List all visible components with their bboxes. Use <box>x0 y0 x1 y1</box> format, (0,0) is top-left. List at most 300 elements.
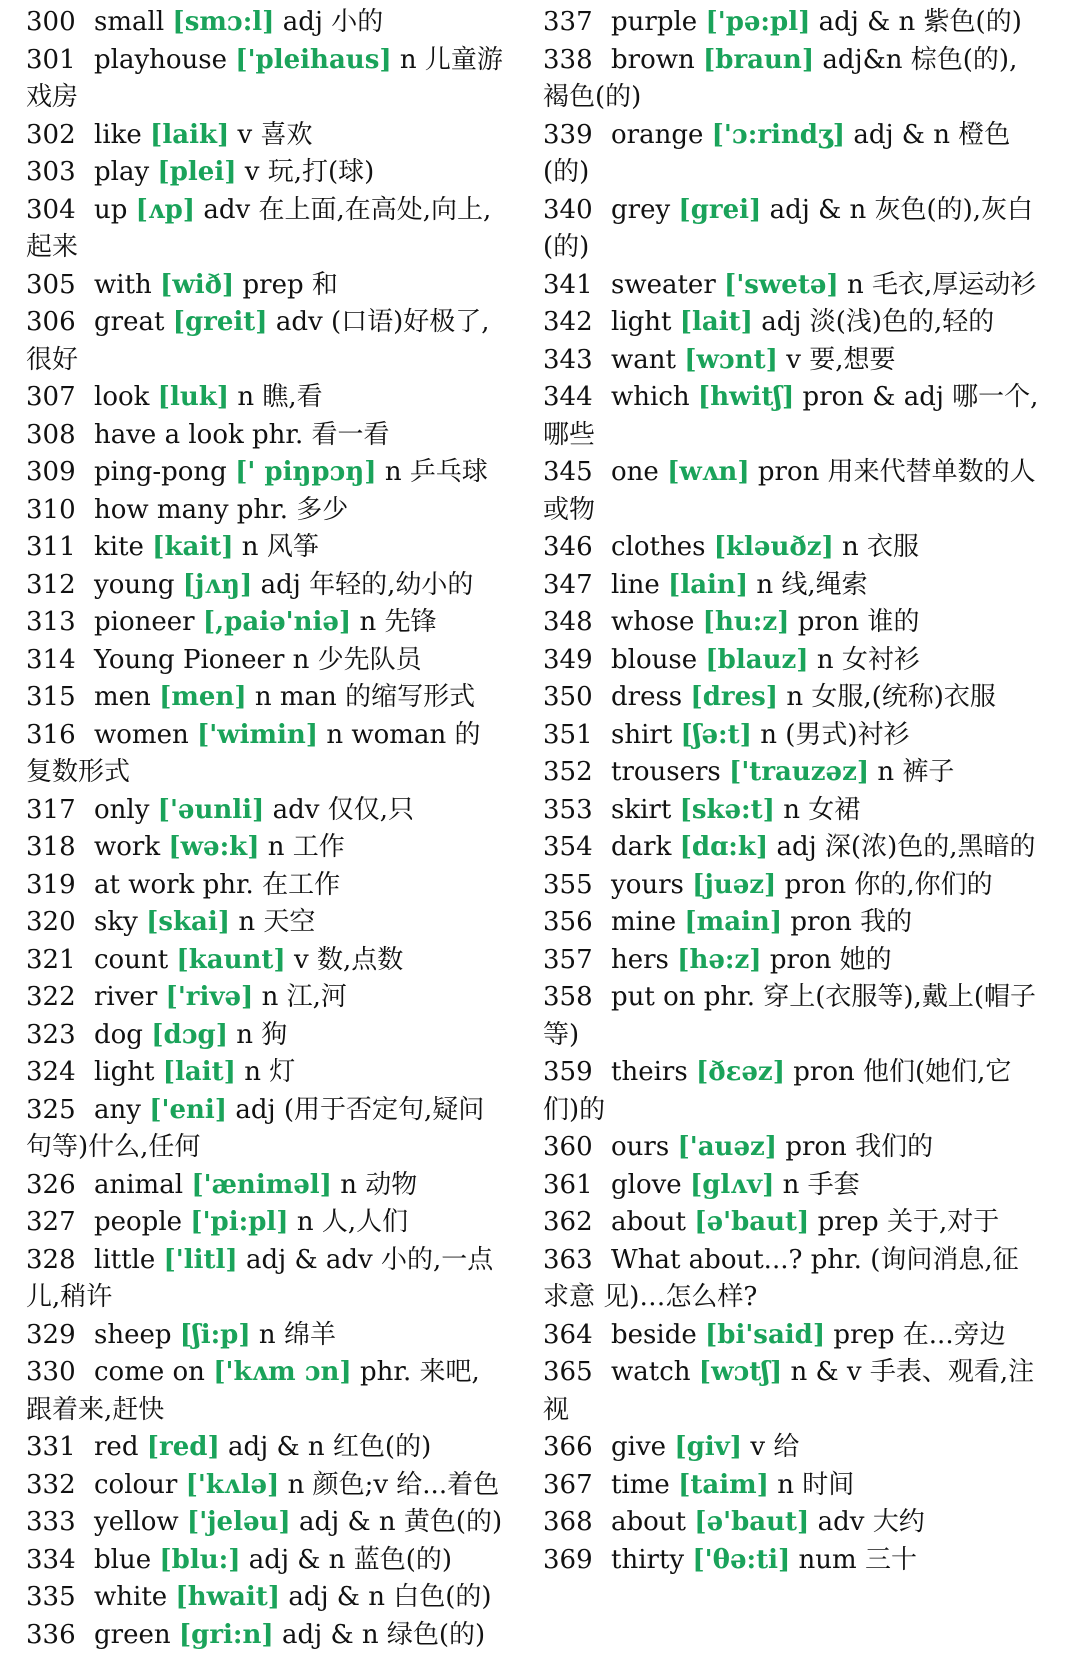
entry-phonetic: [' piŋpɔŋ] <box>235 457 377 487</box>
vocab-entry <box>26 267 504 305</box>
vocab-entry <box>543 792 1043 830</box>
entry-number: 349 <box>543 644 593 675</box>
entry-word: red <box>94 1432 139 1462</box>
entry-number: 310 <box>26 494 76 525</box>
entry-part-of-speech: n <box>287 1469 305 1500</box>
entry-part-of-speech: phr. <box>360 1357 412 1387</box>
entry-definition: 要,想要 <box>809 344 896 375</box>
entry-word: shirt <box>611 719 673 750</box>
entry-part-of-speech: n <box>296 1207 314 1237</box>
entry-definition: 先锋 <box>384 607 437 637</box>
entry-number: 339 <box>543 119 593 150</box>
entry-number: 344 <box>543 382 593 412</box>
entry-definition: (男式)衬衫 <box>785 719 910 750</box>
vocab-entry <box>26 679 504 717</box>
vocab-entry <box>543 1242 1043 1317</box>
entry-phonetic: [luk] <box>157 382 230 412</box>
entry-number: 302 <box>26 119 76 150</box>
vocab-entry <box>26 1617 504 1655</box>
entry-phonetic: ['pə:pl] <box>705 7 811 37</box>
entry-number: 341 <box>543 269 593 300</box>
entry-word: sky <box>94 907 138 937</box>
entry-phonetic: ['kʌlə] <box>185 1469 280 1500</box>
vocab-entry <box>26 1317 504 1355</box>
vocab-entry <box>26 42 504 117</box>
entry-part-of-speech: n <box>842 532 859 562</box>
entry-part-of-speech: n <box>877 757 895 787</box>
entry-definition: 小的 <box>331 7 384 37</box>
entry-word: young <box>94 569 175 600</box>
entry-number: 307 <box>26 382 76 412</box>
entry-phonetic: ['litl] <box>163 1244 238 1275</box>
entry-part-of-speech: pron <box>784 869 847 900</box>
entry-word: yellow <box>94 1507 179 1537</box>
entry-definition: 给 <box>773 1432 800 1462</box>
entry-number: 304 <box>26 194 76 225</box>
entry-definition: 谁的 <box>867 607 920 637</box>
entry-number: 362 <box>543 1207 593 1237</box>
entry-word: pioneer <box>94 607 195 637</box>
entry-definition: 人,人们 <box>321 1207 409 1237</box>
entry-phonetic: ['swetə] <box>724 269 839 300</box>
entry-definition: 小的,一点儿,稍许 <box>26 1244 494 1312</box>
entry-number: 358 <box>543 982 593 1012</box>
entry-part-of-speech: n <box>760 719 777 750</box>
entry-number: 318 <box>26 832 76 862</box>
entry-number: 366 <box>543 1432 593 1462</box>
entry-part-of-speech: phr. <box>202 869 254 900</box>
entry-phonetic: [greit] <box>172 307 268 337</box>
entry-word: only <box>94 794 150 825</box>
vocab-entry <box>26 942 504 980</box>
entry-phonetic: [skai] <box>146 907 231 937</box>
vocab-entry <box>543 117 1043 192</box>
entry-number: 300 <box>26 7 76 37</box>
entry-definition: 毛衣,厚运动衫 <box>871 269 1037 300</box>
entry-word: theirs <box>611 1057 688 1087</box>
entry-number: 351 <box>543 719 593 750</box>
entry-word: up <box>94 194 128 225</box>
entry-part-of-speech: n <box>292 644 310 675</box>
vocab-entry <box>543 42 1043 117</box>
entry-number: 328 <box>26 1244 76 1275</box>
entry-definition: 绿色(的) <box>386 1619 486 1650</box>
entry-part-of-speech: adj <box>776 832 817 862</box>
entry-definition: 橙色(的) <box>543 119 1011 187</box>
entry-phonetic: [skə:t] <box>679 794 775 825</box>
entry-phonetic: [ə'baut] <box>694 1207 810 1237</box>
entry-part-of-speech: phr. <box>810 1244 862 1275</box>
entry-phonetic: [hə:z] <box>677 944 762 975</box>
entry-definition: 工作 <box>292 832 345 862</box>
vocab-entry <box>26 792 504 830</box>
entry-definition: 颜色;v 给...着色 <box>312 1469 500 1500</box>
entry-word: ping-pong <box>94 457 227 487</box>
entry-definition: 手表、观看,注视 <box>543 1357 1035 1425</box>
entry-definition: 大约 <box>872 1507 925 1537</box>
entry-word: people <box>94 1207 183 1237</box>
entry-part-of-speech: v <box>244 157 260 187</box>
entry-definition: 哪一个,哪些 <box>543 382 1039 450</box>
entry-part-of-speech: num <box>798 1544 857 1575</box>
vocab-entry <box>26 304 504 379</box>
entry-number: 345 <box>543 457 593 487</box>
vocab-entry <box>543 192 1043 267</box>
entry-definition: 在...旁边 <box>902 1319 1006 1350</box>
entry-part-of-speech: adv <box>817 1507 865 1537</box>
entry-number: 319 <box>26 869 76 900</box>
vocab-entry <box>26 192 504 267</box>
entry-definition: 衣服 <box>867 532 920 562</box>
entry-word: want <box>611 344 676 375</box>
entry-number: 369 <box>543 1544 593 1575</box>
vocab-entry <box>26 1542 504 1580</box>
vocab-entry <box>26 717 504 792</box>
entry-word: brown <box>611 44 695 75</box>
entry-word: grey <box>611 194 671 225</box>
entry-word: blouse <box>611 644 698 675</box>
entry-number: 321 <box>26 944 76 975</box>
entry-phonetic: [smɔ:l] <box>172 7 275 37</box>
vocab-entry <box>26 642 504 680</box>
entry-word: whose <box>611 607 695 637</box>
entry-phonetic: ['θə:ti] <box>692 1544 791 1575</box>
entry-phonetic: [lait] <box>679 307 753 337</box>
entry-word: any <box>94 1094 141 1125</box>
entry-word: come on <box>94 1357 205 1387</box>
entry-phonetic: [main] <box>684 907 783 937</box>
entry-phonetic: ['wimin] <box>196 719 319 750</box>
entry-part-of-speech: n <box>237 382 255 412</box>
vocab-entry <box>543 454 1043 529</box>
entry-number: 340 <box>543 194 593 225</box>
entry-part-of-speech: n <box>258 1319 276 1350</box>
entry-word: give <box>611 1432 667 1462</box>
vocab-entry <box>543 867 1043 905</box>
vocab-entry <box>26 154 504 192</box>
entry-phonetic: ['rivə] <box>165 982 254 1012</box>
vocab-entry <box>543 1467 1043 1505</box>
entry-number: 325 <box>26 1094 76 1125</box>
entry-phonetic: [juəz] <box>692 869 777 900</box>
entry-number: 311 <box>26 532 76 562</box>
entry-definition: 乒乓球 <box>409 457 488 487</box>
right-column <box>543 4 1043 1579</box>
entry-part-of-speech: prep <box>242 269 304 300</box>
entry-part-of-speech: n <box>846 269 864 300</box>
entry-number: 320 <box>26 907 76 937</box>
vocab-entry <box>543 717 1043 755</box>
entry-phonetic: [kləuðz] <box>713 532 834 562</box>
vocab-entry <box>543 1429 1043 1467</box>
entry-part-of-speech: v <box>786 344 801 375</box>
entry-word: sheep <box>94 1319 172 1350</box>
entry-word: dark <box>611 832 672 862</box>
entry-number: 347 <box>543 569 593 600</box>
entry-definition: 穿上(衣服等),戴上(帽子等) <box>543 982 1036 1050</box>
entry-definition: 看一看 <box>311 419 390 450</box>
entry-word: yours <box>611 869 684 900</box>
entry-definition: 女衬衫 <box>841 644 920 675</box>
vocab-entry <box>543 1054 1043 1129</box>
entry-word: put on <box>611 982 696 1012</box>
vocab-entry <box>26 904 504 942</box>
entry-part-of-speech: adj <box>235 1094 276 1125</box>
entry-number: 334 <box>26 1544 76 1575</box>
entry-definition: 你的,你们的 <box>854 869 993 900</box>
entry-definition: 蓝色(的) <box>353 1544 452 1575</box>
entry-part-of-speech: v <box>293 944 309 975</box>
entry-number: 361 <box>543 1169 593 1200</box>
entry-definition: 淡(浅)色的,轻的 <box>809 307 995 337</box>
entry-definition: 和 <box>311 269 338 300</box>
entry-word: men <box>94 682 151 712</box>
entry-definition: (口语)好极了,很好 <box>26 307 490 375</box>
vocab-entry <box>26 529 504 567</box>
entry-number: 327 <box>26 1207 76 1237</box>
entry-number: 336 <box>26 1619 76 1650</box>
vocab-entry <box>26 1467 504 1505</box>
entry-word: ours <box>611 1132 670 1162</box>
entry-word: with <box>94 269 152 300</box>
entry-phonetic: [men] <box>159 682 247 712</box>
entry-part-of-speech: pron <box>757 457 820 487</box>
entry-number: 317 <box>26 794 76 825</box>
entry-phonetic: [laik] <box>150 119 230 150</box>
vocab-entry <box>543 679 1043 717</box>
entry-word: small <box>94 7 165 37</box>
entry-number: 305 <box>26 269 76 300</box>
entry-word: dress <box>611 682 683 712</box>
entry-word: sweater <box>611 269 716 300</box>
entry-part-of-speech: adj & n <box>769 194 867 225</box>
entry-phonetic: [kait] <box>152 532 234 562</box>
entry-part-of-speech: phr. <box>236 494 289 525</box>
entry-number: 343 <box>543 344 593 375</box>
vocab-entry <box>26 492 504 530</box>
entry-part-of-speech: n <box>326 719 344 750</box>
entry-number: 326 <box>26 1169 76 1200</box>
entry-number: 323 <box>26 1019 76 1050</box>
entry-word: What about...? <box>611 1244 803 1275</box>
entry-word: watch <box>611 1357 691 1387</box>
entry-part-of-speech: v <box>237 119 253 150</box>
entry-number: 337 <box>543 7 593 37</box>
entry-definition: 仅仅,只 <box>327 794 414 825</box>
entry-number: 346 <box>543 532 593 562</box>
entry-definition: 动物 <box>365 1169 418 1200</box>
entry-part-of-speech: n <box>267 832 285 862</box>
entry-number: 367 <box>543 1469 593 1500</box>
entry-number: 355 <box>543 869 593 900</box>
entry-word: skirt <box>611 794 672 825</box>
entry-definition: 黄色(的) <box>403 1507 503 1537</box>
entry-part-of-speech: n & v <box>790 1357 862 1387</box>
vocab-entry <box>26 117 504 155</box>
entry-phonetic: [kaunt] <box>176 944 286 975</box>
entry-number: 359 <box>543 1057 593 1087</box>
entry-phonetic: [ʃi:p] <box>179 1319 251 1350</box>
entry-definition: (询问消息,征求意 见)…怎么样? <box>543 1244 1019 1312</box>
entry-definition: 三十 <box>864 1544 917 1575</box>
entry-phonetic: [wɔnt] <box>684 344 778 375</box>
vocab-entry <box>543 642 1043 680</box>
entry-word: thirty <box>611 1544 685 1575</box>
entry-definition: 瞧,看 <box>262 382 323 412</box>
vocab-entry <box>26 1204 504 1242</box>
entry-word: time <box>611 1469 670 1500</box>
entry-part-of-speech: n <box>399 44 417 75</box>
entry-part-of-speech: adj & n <box>288 1582 385 1612</box>
entry-word: work <box>94 832 161 862</box>
entry-definition: 来吧,跟着来,赶快 <box>26 1357 480 1425</box>
entry-number: 329 <box>26 1319 76 1350</box>
entry-phonetic: ['æniməl] <box>191 1169 332 1200</box>
entry-part-of-speech: adj & n <box>248 1544 346 1575</box>
entry-word: light <box>611 307 672 337</box>
entry-definition: 数,点数 <box>316 944 404 975</box>
entry-part-of-speech: pron <box>785 1132 847 1162</box>
entry-number: 357 <box>543 944 593 975</box>
entry-number: 303 <box>26 157 76 187</box>
entry-word: green <box>94 1619 171 1650</box>
entry-phonetic: [dres] <box>690 682 779 712</box>
entry-part-of-speech: adv <box>272 794 320 825</box>
entry-part-of-speech: n <box>756 569 774 600</box>
vocab-entry <box>26 979 504 1017</box>
entry-definition: 天空 <box>263 907 316 937</box>
vocab-entry <box>543 942 1043 980</box>
entry-part-of-speech: prep <box>817 1207 879 1237</box>
entry-definition: 风筝 <box>266 532 319 562</box>
entry-number: 348 <box>543 607 593 637</box>
entry-part-of-speech: v <box>750 1432 766 1462</box>
entry-word: purple <box>611 7 698 37</box>
entry-word: little <box>94 1244 156 1275</box>
entry-number: 356 <box>543 907 593 937</box>
vocab-entry <box>543 304 1043 342</box>
entry-definition: 手套 <box>807 1169 860 1200</box>
entry-phonetic: [lait] <box>162 1057 236 1087</box>
entry-phonetic: [hwait] <box>175 1582 281 1612</box>
entry-word: clothes <box>611 532 706 562</box>
vocab-entry <box>543 267 1043 305</box>
entry-definition: 年轻的,幼小的 <box>309 569 474 600</box>
entry-number: 315 <box>26 682 76 712</box>
vocab-entry <box>543 979 1043 1054</box>
entry-word: which <box>611 382 690 412</box>
entry-part-of-speech: n <box>783 794 800 825</box>
entry-phonetic: [gri:n] <box>178 1619 274 1650</box>
entry-number: 316 <box>26 719 76 750</box>
entry-part-of-speech: pron & adj <box>802 382 944 412</box>
entry-phonetic: [glʌv] <box>689 1169 775 1200</box>
entry-definition: 少先队员 <box>317 644 422 675</box>
vocab-entry <box>543 1204 1043 1242</box>
entry-definition: 裤子 <box>902 757 955 787</box>
entry-word: about <box>611 1507 686 1537</box>
entry-definition: woman 的复数形式 <box>26 719 481 787</box>
entry-word: beside <box>611 1319 697 1350</box>
entry-number: 314 <box>26 644 76 675</box>
entry-phonetic: [bi'said] <box>704 1319 826 1350</box>
entry-phonetic: ['pi:pl] <box>190 1207 289 1237</box>
vocab-entry <box>26 417 504 455</box>
entry-part-of-speech: pron <box>790 907 852 937</box>
entry-number: 333 <box>26 1507 76 1537</box>
entry-word: count <box>94 944 169 975</box>
entry-phonetic: [red] <box>146 1432 220 1462</box>
entry-word: one <box>611 457 659 487</box>
entry-part-of-speech: adj & n <box>228 1432 325 1462</box>
entry-part-of-speech: pron <box>797 607 860 637</box>
entry-phonetic: [wʌn] <box>667 457 750 487</box>
entry-number: 309 <box>26 457 76 487</box>
vocab-entry <box>543 379 1043 454</box>
entry-phonetic: [grei] <box>678 194 762 225</box>
entry-phonetic: [ðɛəz] <box>695 1057 785 1087</box>
entry-part-of-speech: n <box>816 644 834 675</box>
vocab-entry <box>543 1167 1043 1205</box>
entry-word: blue <box>94 1544 152 1575</box>
entry-definition: 我的 <box>860 907 913 937</box>
entry-part-of-speech: n <box>777 1469 794 1500</box>
entry-word: colour <box>94 1469 178 1500</box>
entry-phonetic: [lain] <box>668 569 749 600</box>
entry-number: 350 <box>543 682 593 712</box>
vocab-entry <box>543 342 1043 380</box>
entry-word: light <box>94 1057 155 1087</box>
entry-definition: 玩,打(球) <box>267 157 375 187</box>
vocab-entry <box>26 604 504 642</box>
entry-number: 342 <box>543 307 593 337</box>
entry-phonetic: ['eni] <box>149 1094 228 1125</box>
vocab-entry <box>26 379 504 417</box>
vocab-entry <box>26 454 504 492</box>
entry-part-of-speech: n <box>782 1169 800 1200</box>
entry-part-of-speech: adj <box>260 569 301 600</box>
entry-number: 322 <box>26 982 76 1012</box>
entry-word: white <box>94 1582 168 1612</box>
entry-word: Young Pioneer <box>94 644 285 675</box>
vocab-entry <box>543 529 1043 567</box>
entry-definition: 多少 <box>296 494 349 525</box>
entry-definition: 白色(的) <box>393 1582 492 1612</box>
entry-part-of-speech: n <box>236 1019 254 1050</box>
entry-definition: 在工作 <box>262 869 341 900</box>
entry-number: 313 <box>26 607 76 637</box>
entry-word: orange <box>611 119 704 150</box>
entry-part-of-speech: adj <box>282 7 323 37</box>
vocab-entry <box>543 829 1043 867</box>
entry-part-of-speech: adj & n <box>299 1507 396 1537</box>
entry-phonetic: [ʃə:t] <box>680 719 752 750</box>
entry-phonetic: [dɔg] <box>151 1019 229 1050</box>
entry-part-of-speech: adj & adv <box>245 1244 373 1275</box>
entry-phonetic: ['trauzəz] <box>729 757 870 787</box>
entry-number: 335 <box>26 1582 76 1612</box>
entry-number: 331 <box>26 1432 76 1462</box>
entry-word: river <box>94 982 158 1012</box>
entry-phonetic: [ə'baut] <box>694 1507 810 1537</box>
entry-word: mine <box>611 907 677 937</box>
entry-phonetic: [plei] <box>157 157 237 187</box>
entry-definition: 他们(她们,它们)的 <box>543 1057 1012 1125</box>
entry-definition: 关于,对于 <box>886 1207 1000 1237</box>
entry-definition: 紫色(的) <box>923 7 1022 37</box>
entry-definition: 线,绳索 <box>781 569 868 600</box>
vocab-entry <box>543 904 1043 942</box>
